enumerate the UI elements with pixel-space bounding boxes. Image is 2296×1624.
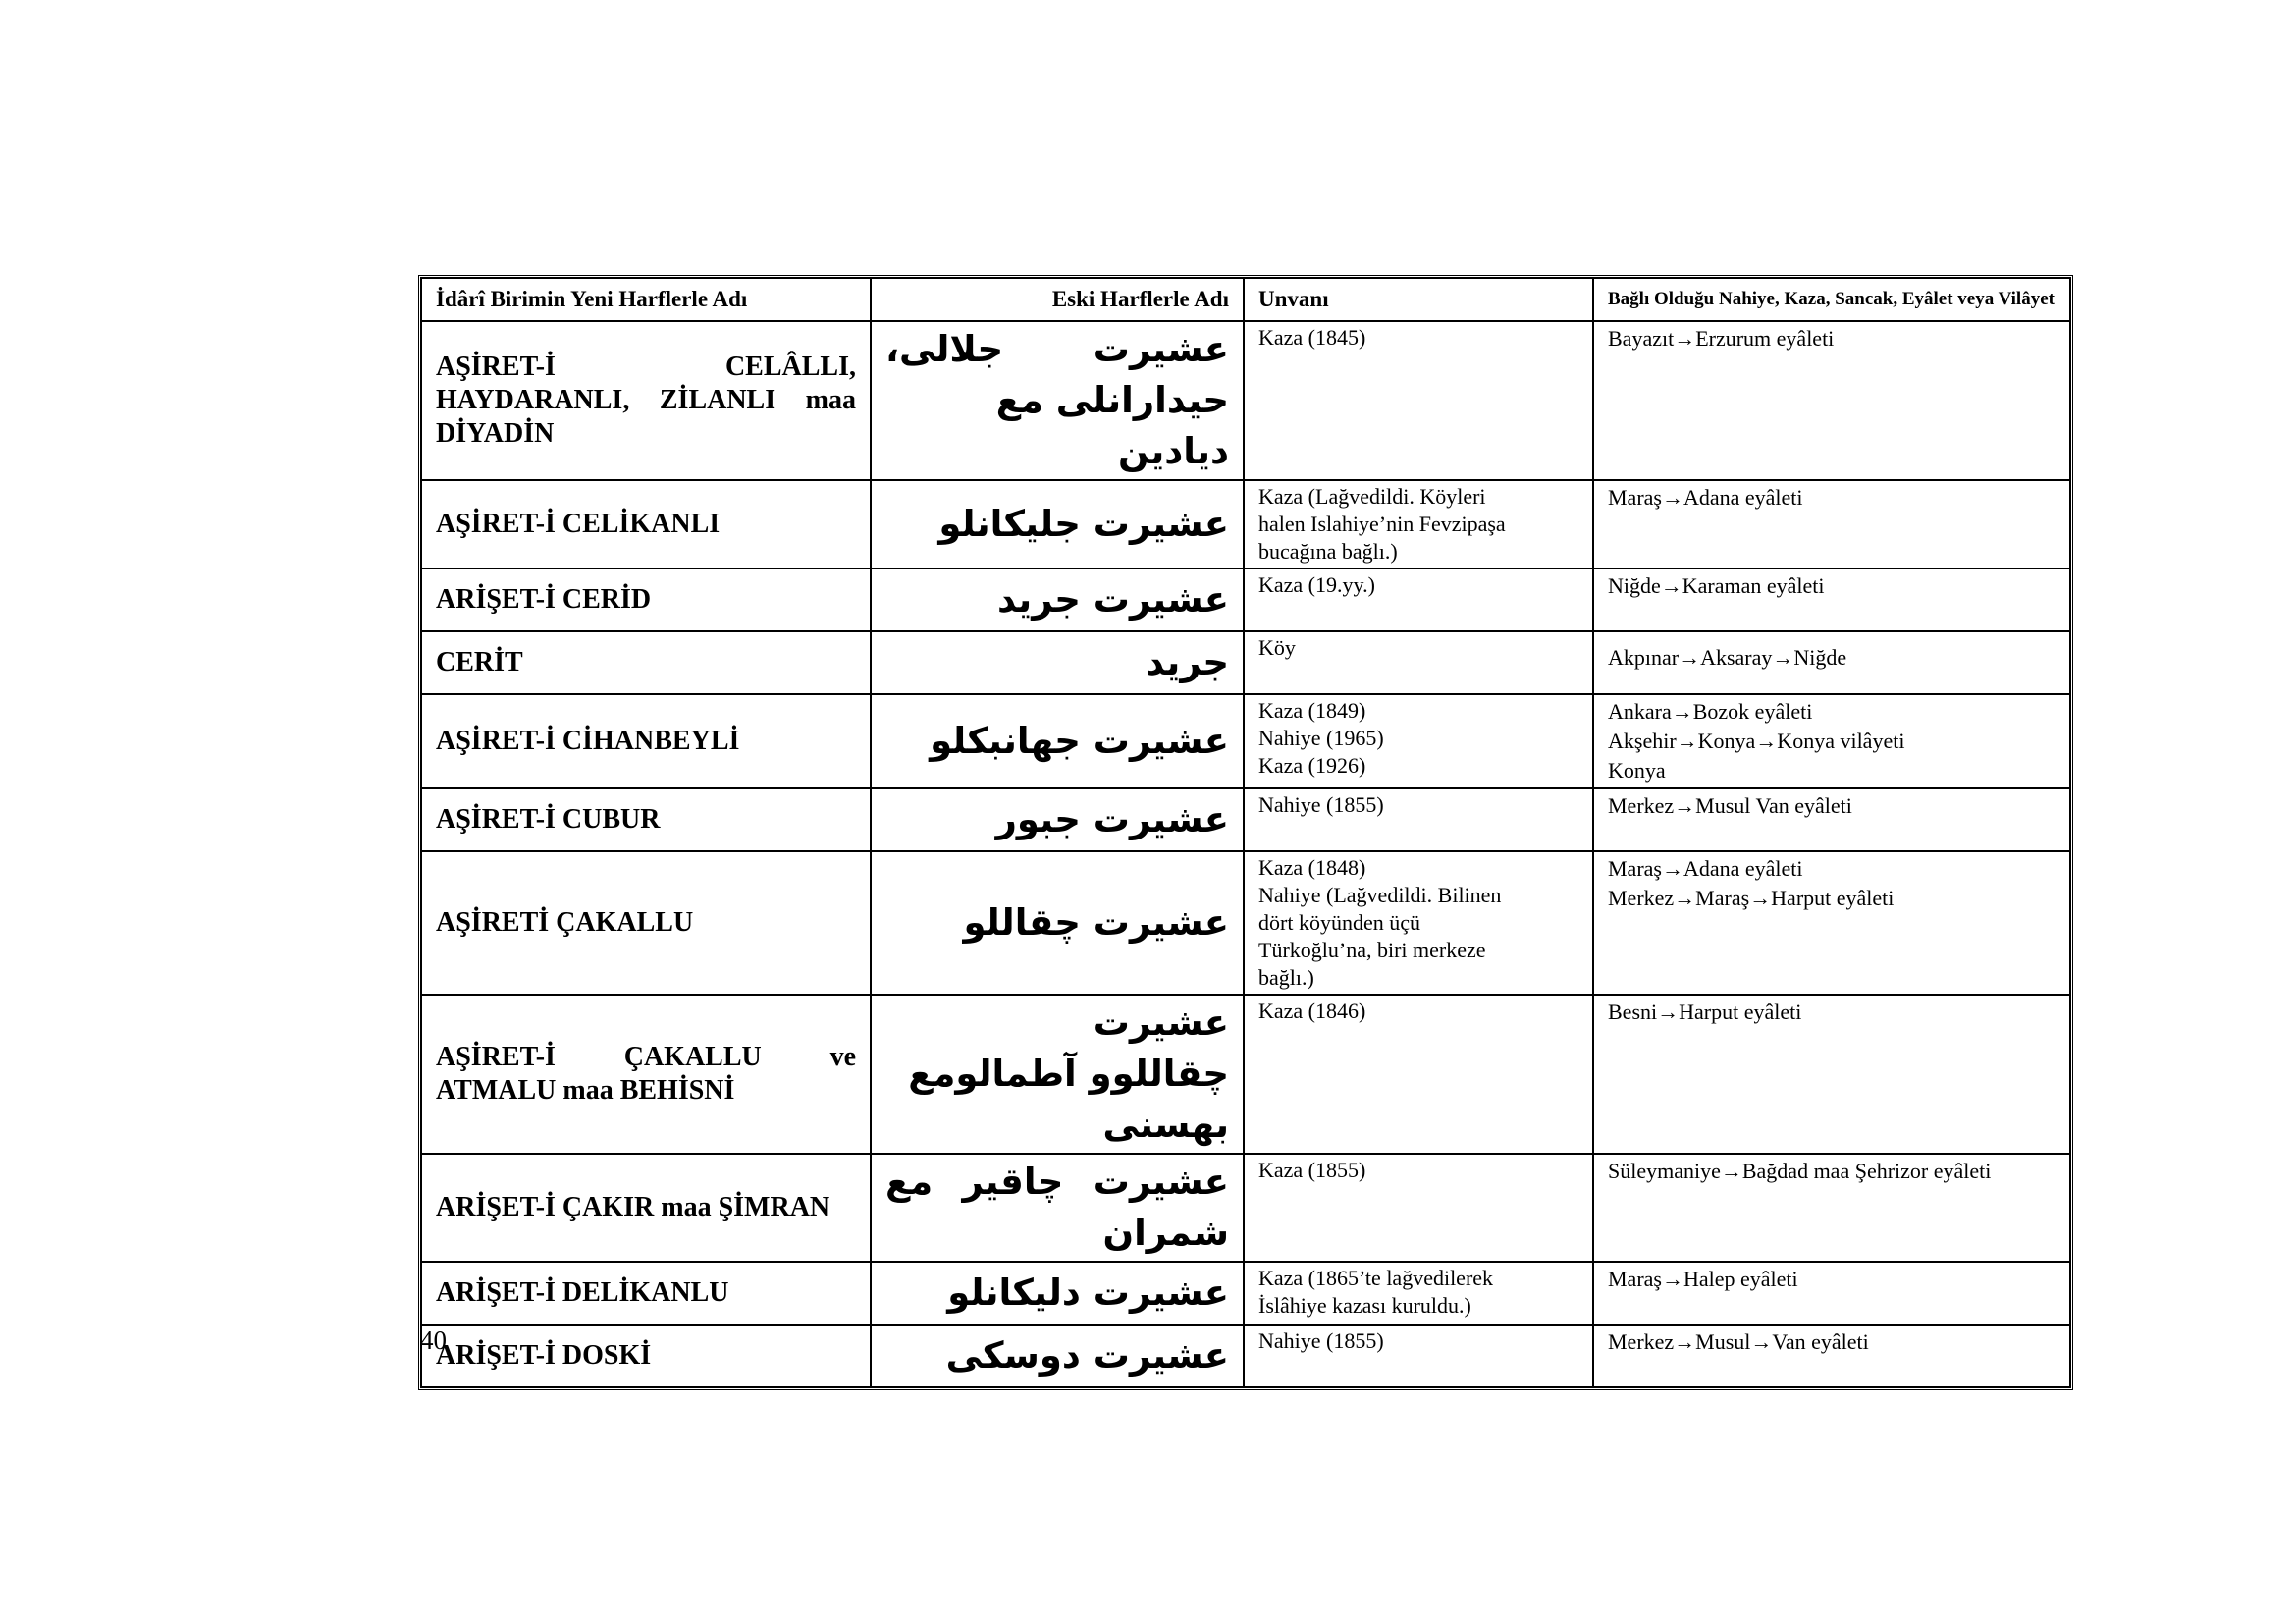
title-line: Kaza (1855) <box>1258 1158 1366 1182</box>
affiliation-cell <box>1593 788 2070 851</box>
table-row <box>421 321 2070 480</box>
unit-name-cell <box>421 1325 871 1387</box>
header-title: Unvanı <box>1244 278 1593 321</box>
title-line: Kaza (Lağvedildi. Köyleri <box>1258 484 1486 509</box>
title-line: Nahiye (1855) <box>1258 792 1384 817</box>
arabic-name-cell <box>871 1325 1244 1387</box>
arabic-name-cell <box>871 995 1244 1154</box>
unit-name-cell <box>421 1262 871 1325</box>
unit-name: CERİT <box>436 647 523 677</box>
title-line: Kaza (1865’te lağvedilerek <box>1258 1266 1494 1290</box>
affiliation-cell <box>1593 631 2070 694</box>
unit-name: ARİŞET-İ DOSKİ <box>436 1340 652 1371</box>
table-row <box>421 851 2070 995</box>
table-header-row <box>421 278 2070 321</box>
title-cell <box>1244 694 1593 788</box>
arabic-name-cell <box>871 480 1244 568</box>
table-row <box>421 568 2070 631</box>
title-cell <box>1244 1262 1593 1325</box>
arabic-name-cell <box>871 694 1244 788</box>
unit-name: AŞİRET-İ CELİKANLI <box>436 509 721 539</box>
unit-name: ARİŞET-İ CERİD <box>436 584 652 615</box>
affiliation-line: Maraş→Adana eyâleti <box>1608 485 1803 510</box>
header-new-script-name: İdârî Birimin Yeni Harflerle Adı <box>421 278 871 321</box>
title-line: İslâhiye kazası kuruldu.) <box>1258 1293 1471 1318</box>
unit-name-cell <box>421 480 871 568</box>
arabic-line: شمران <box>1102 1212 1229 1254</box>
title-cell <box>1244 321 1593 480</box>
arabic-name-cell <box>871 851 1244 995</box>
arabic-line: جرید <box>1146 641 1229 683</box>
unit-name-cell <box>421 851 871 995</box>
arabic-name-cell <box>871 568 1244 631</box>
arabic-line: عشیرت دلیکانلو <box>947 1272 1229 1314</box>
arabic-name-cell <box>871 631 1244 694</box>
arabic-line: عشیرت جبور <box>995 798 1229 840</box>
title-line: Nahiye (1855) <box>1258 1328 1384 1353</box>
affiliation-line: Maraş→Halep eyâleti <box>1608 1267 1798 1291</box>
affiliation-line: Merkez→Musul Van eyâleti <box>1608 793 1852 818</box>
table-row <box>421 631 2070 694</box>
header-old-script-name: Eski Harflerle Adı <box>871 278 1244 321</box>
table-row <box>421 1154 2070 1262</box>
unit-name-cell <box>421 321 871 480</box>
table-row <box>421 995 2070 1154</box>
unit-name: ARİŞET-İ DELİKANLU <box>436 1277 729 1308</box>
unit-name: AŞİRET-İ CELÂLLI, HAYDARANLI, ZİLANLI maa DİYADİN <box>436 352 856 449</box>
unit-name-cell <box>421 995 871 1154</box>
affiliation-cell <box>1593 480 2070 568</box>
table-row <box>421 1262 2070 1325</box>
affiliation-line: Akşehir→Konya→Konya vilâyeti <box>1608 729 1905 753</box>
table-row <box>421 1325 2070 1387</box>
affiliation-line: Ankara→Bozok eyâleti <box>1608 699 1813 724</box>
title-line: Kaza (1846) <box>1258 999 1366 1023</box>
title-cell <box>1244 568 1593 631</box>
title-cell <box>1244 851 1593 995</box>
table-row <box>421 480 2070 568</box>
title-line: Kaza (1926) <box>1258 753 1366 778</box>
title-line: Nahiye (1965) <box>1258 726 1384 750</box>
affiliation-line: Süleymaniye→Bağdad maa Şehrizor eyâleti <box>1608 1159 1992 1183</box>
title-line: bucağına bağlı.) <box>1258 539 1398 564</box>
arabic-line: عشیرت جرید <box>996 578 1229 621</box>
table-row <box>421 694 2070 788</box>
arabic-line: چقاللوو آطمالومع <box>908 1053 1229 1095</box>
table-row <box>421 788 2070 851</box>
title-line: Nahiye (Lağvedildi. Bilinen <box>1258 883 1502 907</box>
title-line: halen Islahiye’nin Fevzipaşa <box>1258 512 1506 536</box>
title-cell <box>1244 995 1593 1154</box>
arabic-line: عشیرت دوسکی <box>945 1334 1229 1377</box>
unit-name-cell <box>421 788 871 851</box>
arabic-line: حیدارانلی مع دیادین <box>995 379 1229 472</box>
title-cell <box>1244 1325 1593 1387</box>
title-line: Kaza (1848) <box>1258 855 1366 880</box>
title-line: Kaza (1845) <box>1258 325 1366 350</box>
unit-name-cell <box>421 1154 871 1262</box>
title-cell <box>1244 788 1593 851</box>
arabic-line: عشیرت جهانبکلو <box>930 720 1229 762</box>
page-number: 40 <box>420 1326 447 1355</box>
title-line: Kaza (1849) <box>1258 698 1366 723</box>
arabic-name-cell <box>871 321 1244 480</box>
affiliation-line: Merkez→Maraş→Harput eyâleti <box>1608 886 1895 910</box>
unit-name: AŞİRETİ ÇAKALLU <box>436 907 694 938</box>
unit-name: ARİŞET-İ ÇAKIR maa ŞİMRAN <box>436 1192 830 1222</box>
affiliation-line: Niğde→Karaman eyâleti <box>1608 573 1825 598</box>
arabic-line: عشیرت جلیکانلو <box>938 503 1229 545</box>
affiliation-line: Besni→Harput eyâleti <box>1608 1000 1802 1024</box>
title-line: Kaza (19.yy.) <box>1258 572 1375 597</box>
title-cell <box>1244 480 1593 568</box>
arabic-line: عشیرت <box>1093 1001 1229 1044</box>
affiliation-cell <box>1593 694 2070 788</box>
arabic-line: بهسنی <box>1102 1104 1229 1146</box>
title-cell <box>1244 631 1593 694</box>
title-line: Türkoğlu’na, biri merkeze <box>1258 938 1486 962</box>
title-line: Köy <box>1258 635 1296 660</box>
affiliation-line: Merkez→Musul→Van eyâleti <box>1608 1329 1869 1354</box>
affiliation-cell <box>1593 1325 2070 1387</box>
affiliation-cell <box>1593 1262 2070 1325</box>
affiliation-cell <box>1593 1154 2070 1262</box>
unit-name-cell <box>421 568 871 631</box>
arabic-line: عشیرت جلالی، <box>885 328 1229 370</box>
unit-name: AŞİRET-İ CUBUR <box>436 804 661 835</box>
affiliation-cell <box>1593 995 2070 1154</box>
title-line: dört köyünden üçü <box>1258 910 1420 935</box>
document-table <box>418 275 2073 1390</box>
arabic-name-cell <box>871 788 1244 851</box>
affiliation-line: Konya <box>1608 758 1666 783</box>
arabic-line: عشیرت چاقیر مع <box>885 1161 1229 1203</box>
affiliation-cell <box>1593 321 2070 480</box>
unit-name-cell <box>421 631 871 694</box>
arabic-name-cell <box>871 1154 1244 1262</box>
arabic-line: عشیرت چقاللو <box>963 901 1229 944</box>
unit-name-cell <box>421 694 871 788</box>
unit-name: AŞİRET-İ ÇAKALLU ve ATMALU maa BEHİSNİ <box>436 1042 856 1106</box>
title-cell <box>1244 1154 1593 1262</box>
affiliation-line: Bayazıt→Erzurum eyâleti <box>1608 326 1835 351</box>
affiliation-line: Akpınar→Aksaray→Niğde <box>1608 645 1847 670</box>
unit-name: AŞİRET-İ CİHANBEYLİ <box>436 726 740 756</box>
arabic-name-cell <box>871 1262 1244 1325</box>
affiliation-cell <box>1593 851 2070 995</box>
title-line: bağlı.) <box>1258 965 1314 990</box>
header-affiliation: Bağlı Olduğu Nahiye, Kaza, Sancak, Eyâlet veya Vilâyet <box>1593 278 2070 321</box>
affiliation-cell <box>1593 568 2070 631</box>
affiliation-line: Maraş→Adana eyâleti <box>1608 856 1803 881</box>
